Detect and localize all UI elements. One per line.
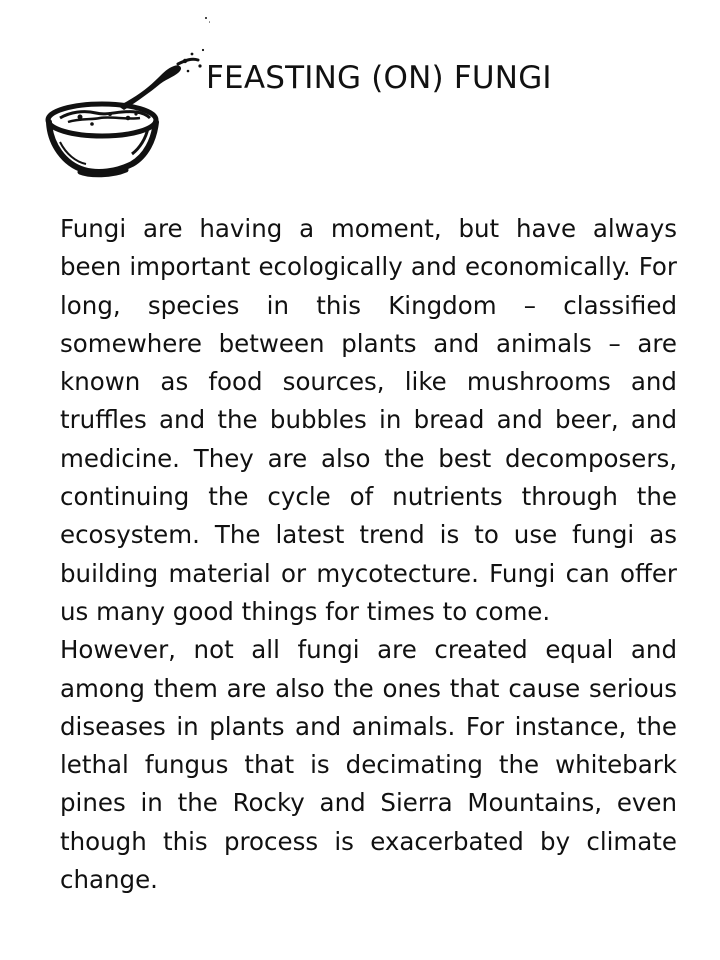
- page-title: FEASTING (ON) FUNGI: [206, 60, 552, 96]
- paragraph-2: However, not all fungi are created equal and among them are also the ones that cause serious diseases in plants and animals. For instance, the lethal fungus that is decimating the whitebark pines in the Rocky and Sierra Mountains, even though this process is exacerbated by climate change.: [60, 635, 677, 895]
- paragraph-1: Fungi are having a moment, but have always been important ecologically and economically. For long, species in this Kingdom – classified somewhere between plants and animals – are known as food sources, like mushrooms and truffles and the bubbles in bread and beer, and medicine. They are also the best decomposers, continuing the cycle of nutrients through the ecosystem. The latest trend is to use fungi as building material or mycotecture. Fungi can offer us many good things for times to come.: [60, 214, 677, 626]
- page-header: [0, 0, 720, 200]
- article-body: [60, 210, 677, 899]
- soup-bowl-with-spoon-icon: [40, 14, 210, 184]
